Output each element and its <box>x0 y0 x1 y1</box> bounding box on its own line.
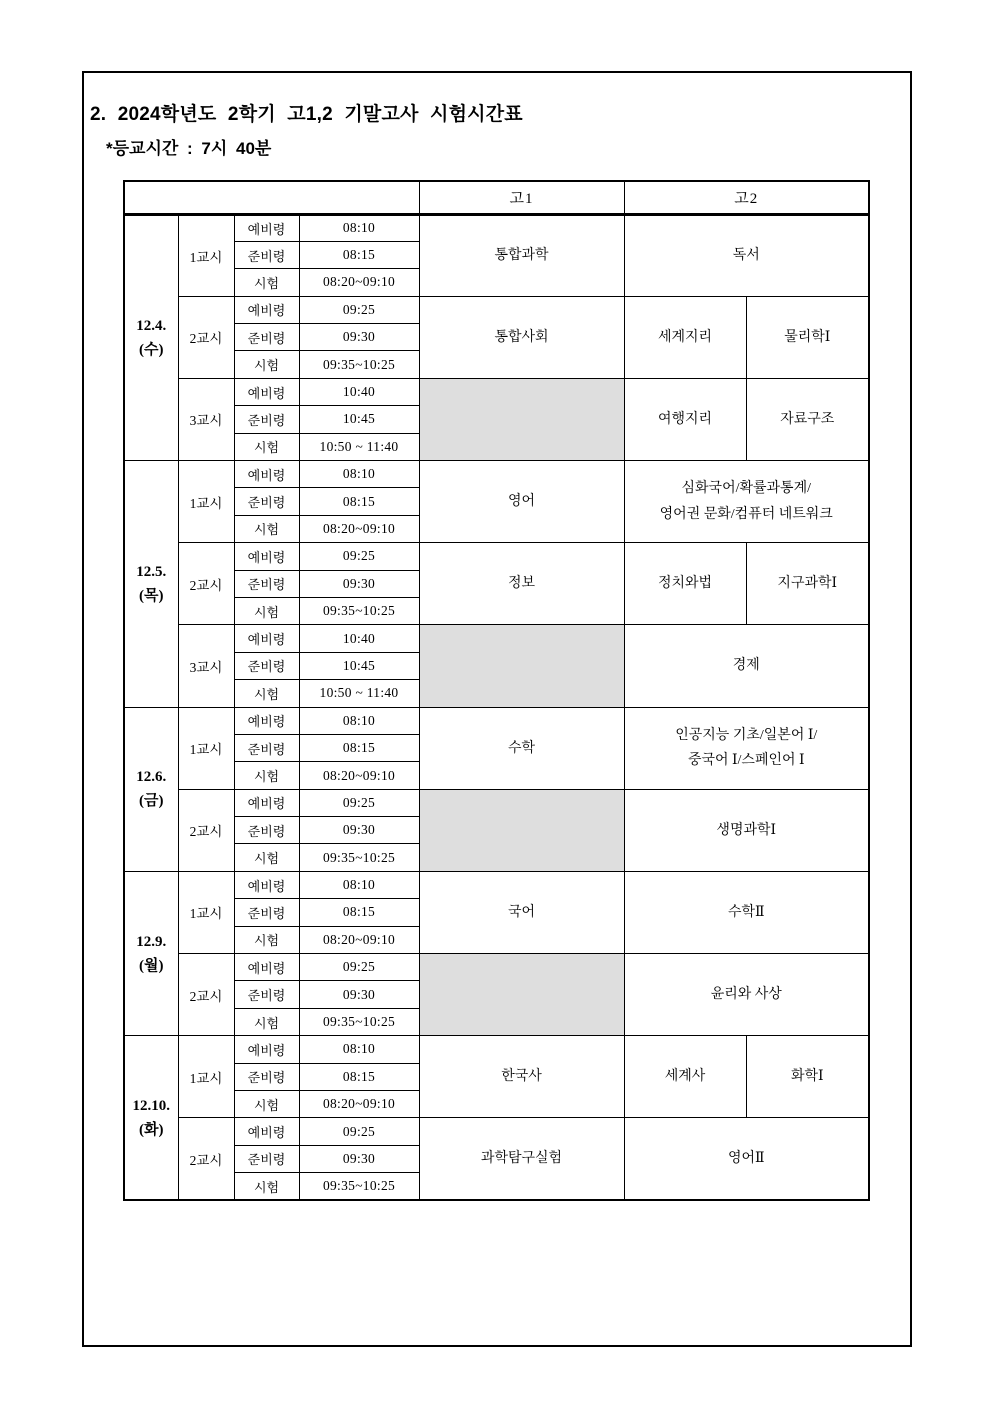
bell-time-cell: 09:25 <box>299 954 419 981</box>
bell-time-cell: 08:15 <box>299 241 419 268</box>
g2-subject-line1: 심화국어/확률과통계/ <box>681 481 811 497</box>
bell-time-cell: 08:20~09:10 <box>299 762 419 789</box>
g1-empty-shaded-cell <box>419 954 624 1036</box>
bell-time-cell: 09:25 <box>299 543 419 570</box>
bell-time-cell: 08:10 <box>299 1036 419 1063</box>
g2-subject-cell: 수학Ⅱ <box>624 871 869 953</box>
g2-right-subject-cell: 지구과학Ⅰ <box>746 543 869 625</box>
period-cell: 2교시 <box>178 543 234 625</box>
bell-label-cell: 시험 <box>234 433 299 460</box>
bell-label-cell: 시험 <box>234 844 299 871</box>
bell-label-cell: 시험 <box>234 515 299 542</box>
bell-time-cell: 08:20~09:10 <box>299 515 419 542</box>
bell-time-cell: 08:20~09:10 <box>299 269 419 296</box>
bell-label-cell: 준비령 <box>234 488 299 515</box>
bell-label-cell: 예비령 <box>234 871 299 898</box>
bell-time-cell: 09:35~10:25 <box>299 1008 419 1035</box>
g2-left-subject-cell: 여행지리 <box>624 378 746 460</box>
g1-subject-cell: 과학탐구실험 <box>419 1118 624 1200</box>
page-title: 2. 2024학년도 2학기 고1,2 기말고사 시험시간표 <box>90 104 523 125</box>
g2-subject-cell: 영어Ⅱ <box>624 1118 869 1200</box>
bell-time-cell: 08:20~09:10 <box>299 1091 419 1118</box>
bell-label-cell: 준비령 <box>234 570 299 597</box>
bell-label-cell: 준비령 <box>234 1145 299 1172</box>
period-cell: 1교시 <box>178 461 234 543</box>
bell-time-cell: 09:35~10:25 <box>299 844 419 871</box>
g1-subject-cell: 국어 <box>419 871 624 953</box>
bell-time-cell: 10:45 <box>299 652 419 679</box>
bell-time-cell: 09:25 <box>299 296 419 323</box>
header-empty-cell <box>124 181 419 214</box>
bell-time-cell: 09:30 <box>299 1145 419 1172</box>
bell-label-cell: 시험 <box>234 1008 299 1035</box>
g1-subject-cell: 수학 <box>419 707 624 789</box>
bell-label-cell: 예비령 <box>234 296 299 323</box>
g2-left-subject-cell: 세계사 <box>624 1036 746 1118</box>
bell-time-cell: 08:10 <box>299 871 419 898</box>
g2-right-subject-cell: 자료구조 <box>746 378 869 460</box>
g2-subject-line1: 인공지능 기초/일본어 Ⅰ/ <box>675 727 818 743</box>
g2-subject-cell <box>624 461 869 543</box>
weekday-label: (목) <box>139 587 164 604</box>
date-label: 12.9. <box>136 933 167 950</box>
bell-time-cell: 10:40 <box>299 378 419 405</box>
g1-empty-shaded-cell <box>419 625 624 707</box>
bell-time-cell: 10:40 <box>299 625 419 652</box>
period-cell: 1교시 <box>178 214 234 296</box>
bell-time-cell: 08:15 <box>299 734 419 761</box>
bell-label-cell: 예비령 <box>234 1036 299 1063</box>
bell-time-cell: 09:30 <box>299 324 419 351</box>
g2-subject-cell: 윤리와 사상 <box>624 954 869 1036</box>
period-cell: 2교시 <box>178 789 234 871</box>
weekday-label: (금) <box>139 793 164 810</box>
bell-time-cell: 10:50 ~ 11:40 <box>299 680 419 707</box>
page-border-frame <box>82 71 912 1347</box>
g2-left-subject-cell: 세계지리 <box>624 296 746 378</box>
date-cell <box>124 871 178 1035</box>
bell-label-cell: 준비령 <box>234 817 299 844</box>
bell-time-cell: 08:10 <box>299 214 419 241</box>
bell-label-cell: 시험 <box>234 762 299 789</box>
bell-time-cell: 09:30 <box>299 981 419 1008</box>
header-grade1: 고1 <box>419 181 624 214</box>
g2-right-subject-cell: 물리학Ⅰ <box>746 296 869 378</box>
period-cell: 3교시 <box>178 378 234 460</box>
bell-time-cell: 08:10 <box>299 707 419 734</box>
period-cell: 1교시 <box>178 707 234 789</box>
bell-label-cell: 시험 <box>234 1091 299 1118</box>
exam-timetable <box>123 180 870 1201</box>
weekday-label: (화) <box>139 1121 164 1138</box>
bell-label-cell: 예비령 <box>234 625 299 652</box>
date-cell <box>124 1036 178 1200</box>
bell-time-cell: 10:50 ~ 11:40 <box>299 433 419 460</box>
g1-subject-cell: 통합과학 <box>419 214 624 296</box>
g2-subject-cell: 독서 <box>624 214 869 296</box>
g2-right-subject-cell: 화학Ⅰ <box>746 1036 869 1118</box>
bell-label-cell: 예비령 <box>234 214 299 241</box>
bell-time-cell: 08:20~09:10 <box>299 926 419 953</box>
bell-label-cell: 준비령 <box>234 241 299 268</box>
date-label: 12.5. <box>136 563 167 580</box>
g2-left-subject-cell: 정치와법 <box>624 543 746 625</box>
date-label: 12.6. <box>136 769 167 786</box>
bell-label-cell: 예비령 <box>234 954 299 981</box>
bell-time-cell: 09:25 <box>299 1118 419 1145</box>
weekday-label: (월) <box>139 957 164 974</box>
header-grade2: 고2 <box>624 181 869 214</box>
period-cell: 2교시 <box>178 1118 234 1200</box>
bell-label-cell: 시험 <box>234 269 299 296</box>
bell-label-cell: 준비령 <box>234 981 299 1008</box>
bell-label-cell: 준비령 <box>234 734 299 761</box>
bell-label-cell: 준비령 <box>234 652 299 679</box>
bell-label-cell: 시험 <box>234 680 299 707</box>
g2-subject-cell: 경제 <box>624 625 869 707</box>
bell-label-cell: 준비령 <box>234 324 299 351</box>
attendance-time-note: *등교시간 : 7시 40분 <box>106 139 272 158</box>
period-cell: 1교시 <box>178 1036 234 1118</box>
g2-subject-cell <box>624 707 869 789</box>
bell-time-cell: 08:15 <box>299 1063 419 1090</box>
bell-label-cell: 예비령 <box>234 543 299 570</box>
bell-time-cell: 09:30 <box>299 570 419 597</box>
bell-label-cell: 준비령 <box>234 406 299 433</box>
date-cell <box>124 707 178 871</box>
bell-label-cell: 예비령 <box>234 378 299 405</box>
period-cell: 1교시 <box>178 871 234 953</box>
period-cell: 2교시 <box>178 296 234 378</box>
bell-label-cell: 예비령 <box>234 461 299 488</box>
g1-subject-cell: 통합사회 <box>419 296 624 378</box>
bell-label-cell: 시험 <box>234 597 299 624</box>
g2-subject-line2: 영어권 문화/컴퓨터 네트워크 <box>659 506 833 522</box>
g1-subject-cell: 한국사 <box>419 1036 624 1118</box>
g1-subject-cell: 정보 <box>419 543 624 625</box>
date-label: 12.4. <box>136 317 167 334</box>
g2-subject-line2: 중국어 Ⅰ/스페인어 Ⅰ <box>687 753 805 769</box>
bell-time-cell: 09:25 <box>299 789 419 816</box>
bell-time-cell: 09:35~10:25 <box>299 597 419 624</box>
g2-subject-cell: 생명과학Ⅰ <box>624 789 869 871</box>
bell-time-cell: 09:35~10:25 <box>299 351 419 378</box>
date-cell <box>124 461 178 708</box>
bell-time-cell: 10:45 <box>299 406 419 433</box>
bell-time-cell: 09:30 <box>299 817 419 844</box>
bell-label-cell: 준비령 <box>234 899 299 926</box>
bell-label-cell: 시험 <box>234 926 299 953</box>
bell-label-cell: 준비령 <box>234 1063 299 1090</box>
g1-empty-shaded-cell <box>419 789 624 871</box>
bell-time-cell: 09:35~10:25 <box>299 1173 419 1200</box>
period-cell: 2교시 <box>178 954 234 1036</box>
weekday-label: (수) <box>139 341 164 358</box>
g1-subject-cell: 영어 <box>419 461 624 543</box>
bell-label-cell: 예비령 <box>234 707 299 734</box>
bell-time-cell: 08:15 <box>299 488 419 515</box>
date-label: 12.10. <box>132 1097 170 1114</box>
g1-empty-shaded-cell <box>419 378 624 460</box>
bell-label-cell: 시험 <box>234 351 299 378</box>
bell-time-cell: 08:15 <box>299 899 419 926</box>
bell-label-cell: 시험 <box>234 1173 299 1200</box>
bell-time-cell: 08:10 <box>299 461 419 488</box>
period-cell: 3교시 <box>178 625 234 707</box>
bell-label-cell: 예비령 <box>234 789 299 816</box>
date-cell <box>124 214 178 461</box>
bell-label-cell: 예비령 <box>234 1118 299 1145</box>
